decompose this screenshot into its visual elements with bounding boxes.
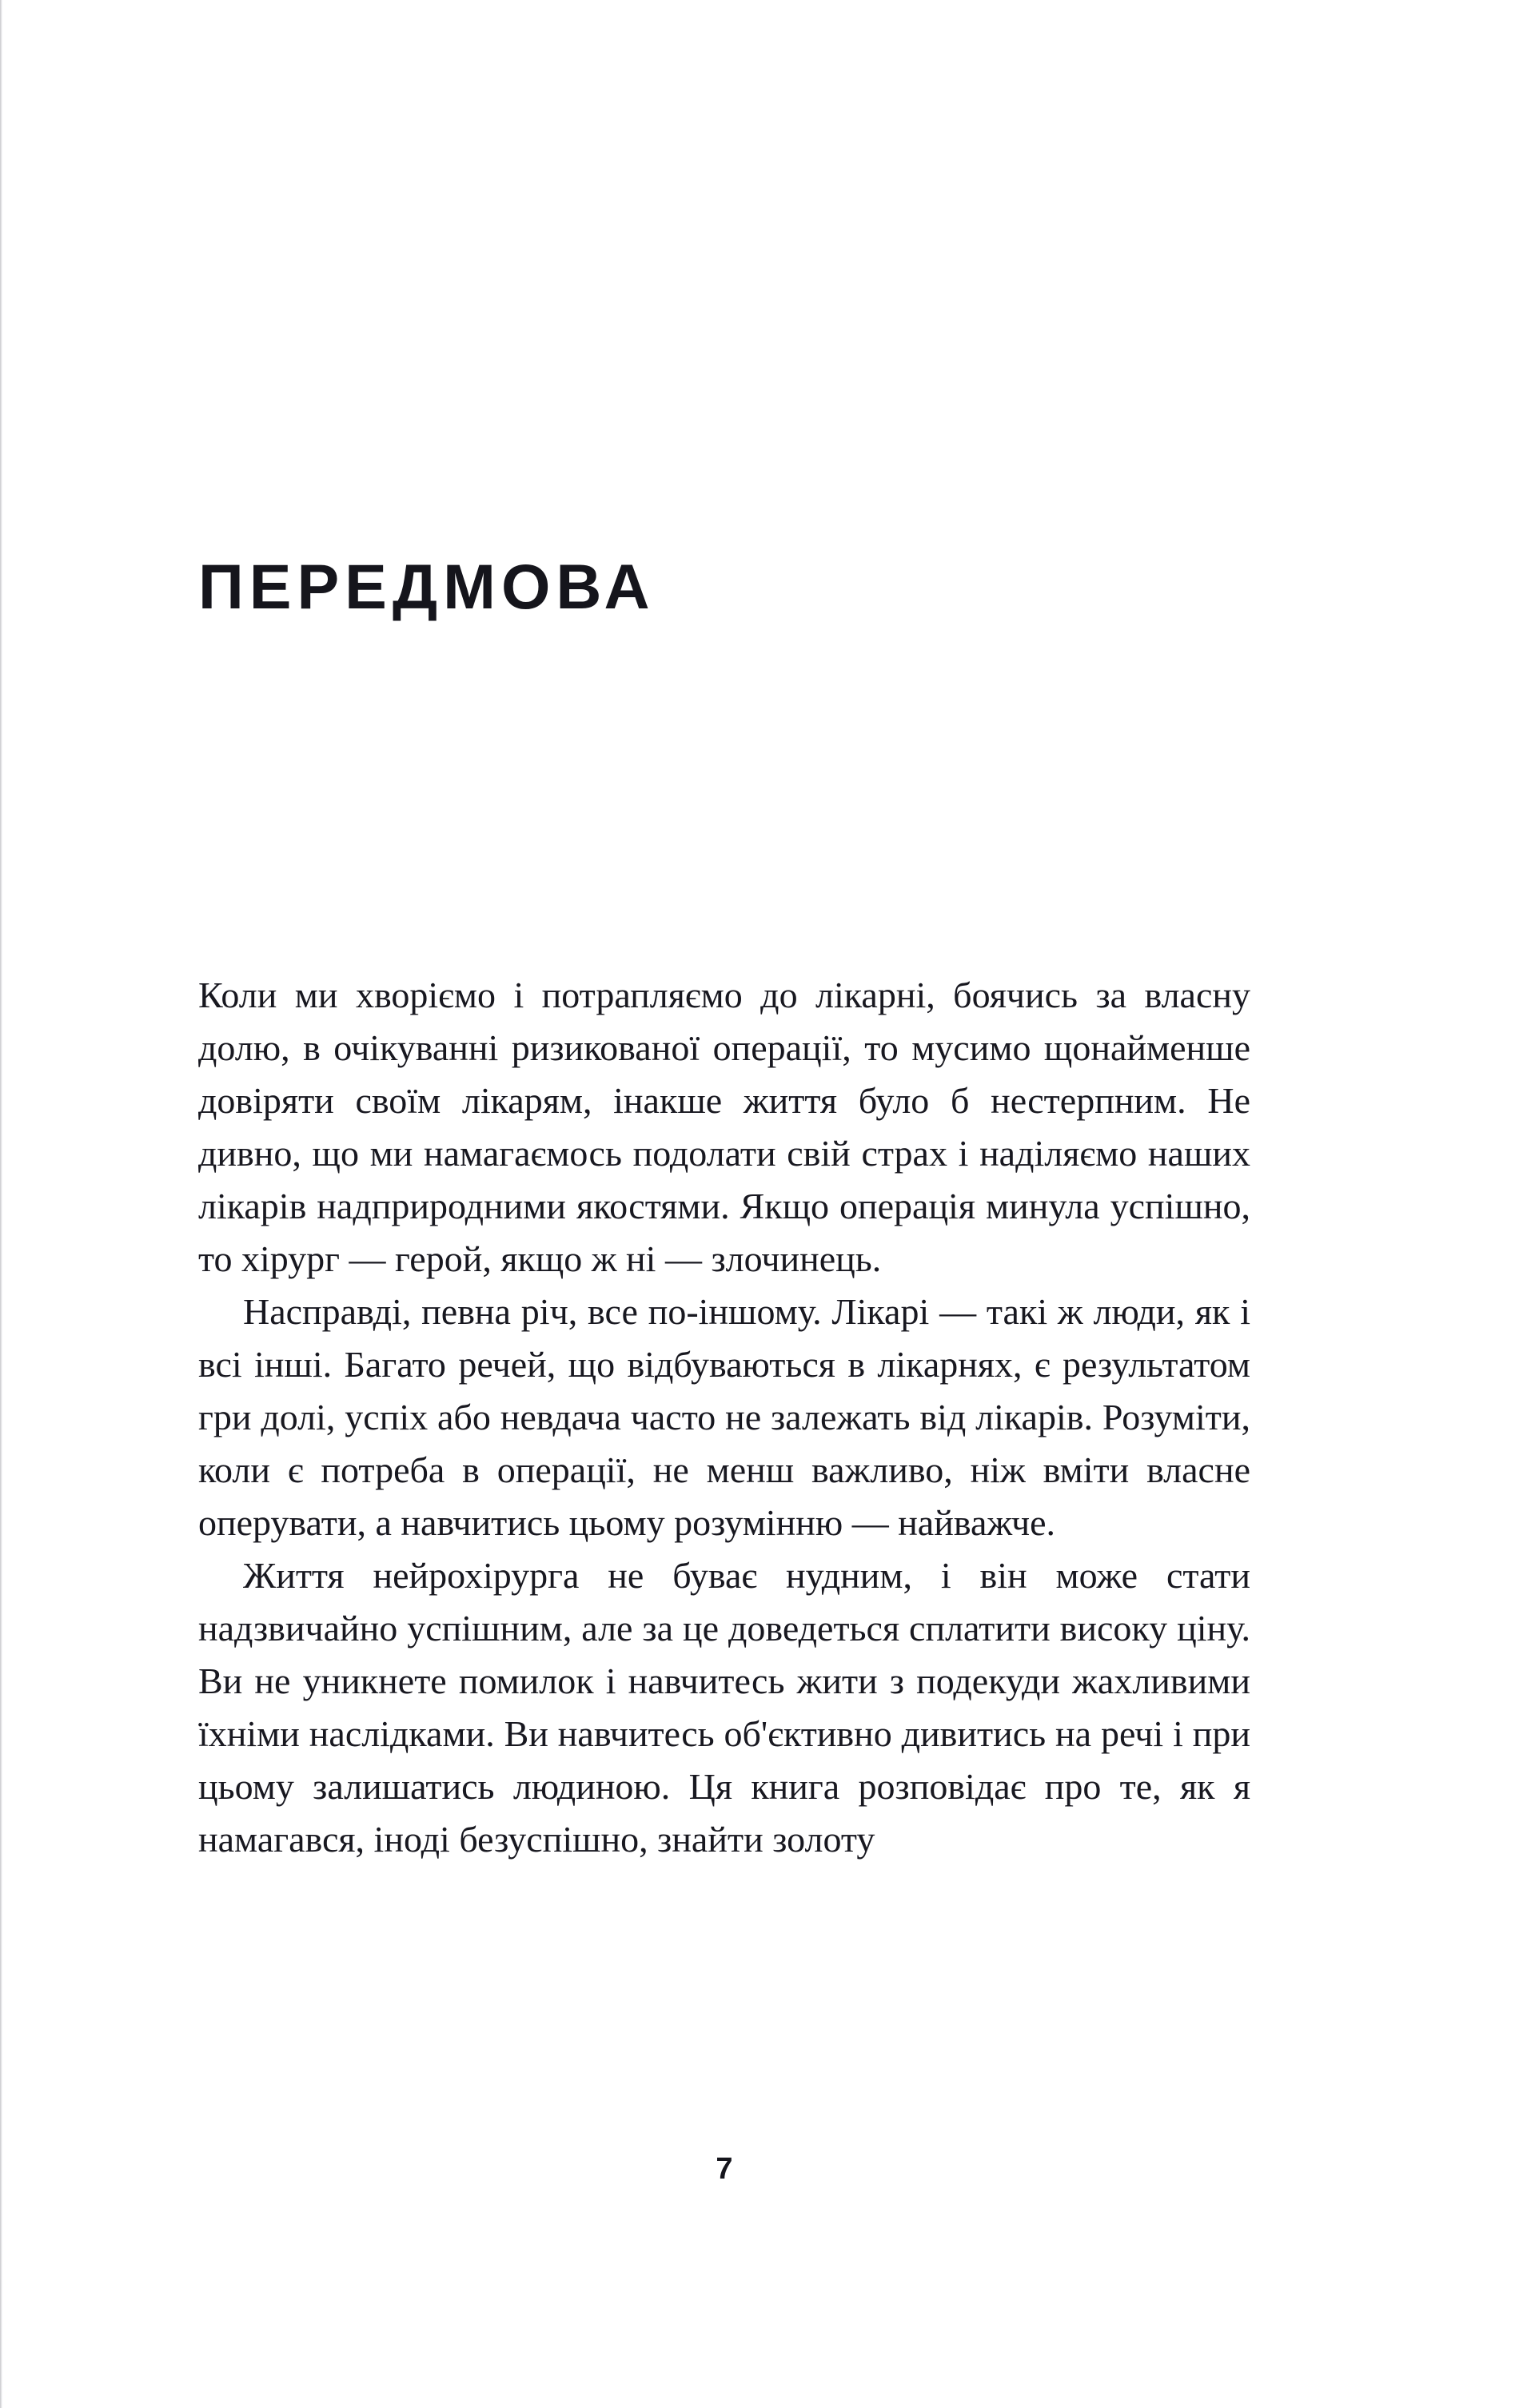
chapter-title: ПЕРЕДМОВА — [198, 550, 656, 622]
page-text-block — [198, 0, 1250, 2408]
page-number: 7 — [716, 2152, 733, 2186]
page-gutter-edge — [0, 0, 2, 2408]
paragraph: Життя нейрохірурга не буває нудним, і він може стати надзвичайно успішним, але за це доведеться сплатити високу ціну. Ви не уникнете помилок і навчитесь жити з подекуди жахливими їхніми наслідками. Ви навчитесь об'єктивно дивитись на речі і при цьому залишатись людиною. Ця книга розповідає про те, як я намагався, іноді безуспішно, знайти золоту — [198, 1555, 1250, 1860]
body-text — [198, 969, 1250, 1866]
paragraph: Насправді, певна річ, все по-іншому. Лікарі — такі ж люди, як і всі інші. Багато речей, що відбуваються в лікарнях, є результатом гри долі, успіх або невдача часто не залежать від лікарів. Розуміти, коли є потреба в операції, не менш важливо, ніж вміти власне оперувати, а навчитись цьому розумінню — найважче. — [198, 1291, 1250, 1543]
paragraph: Коли ми хворіємо і потрапляємо до лікарні, боячись за власну долю, в очікуванні ризикованої операції, то мусимо щонайменше довіряти своїм лікарям, інакше життя було б нестерпним. Не дивно, що ми намагаємось подолати свій страх і наділяємо наших лікарів надприродними якостями. Якщо операція минула успішно, то хірург — герой, якщо ж ні — злочинець. — [198, 975, 1250, 1279]
